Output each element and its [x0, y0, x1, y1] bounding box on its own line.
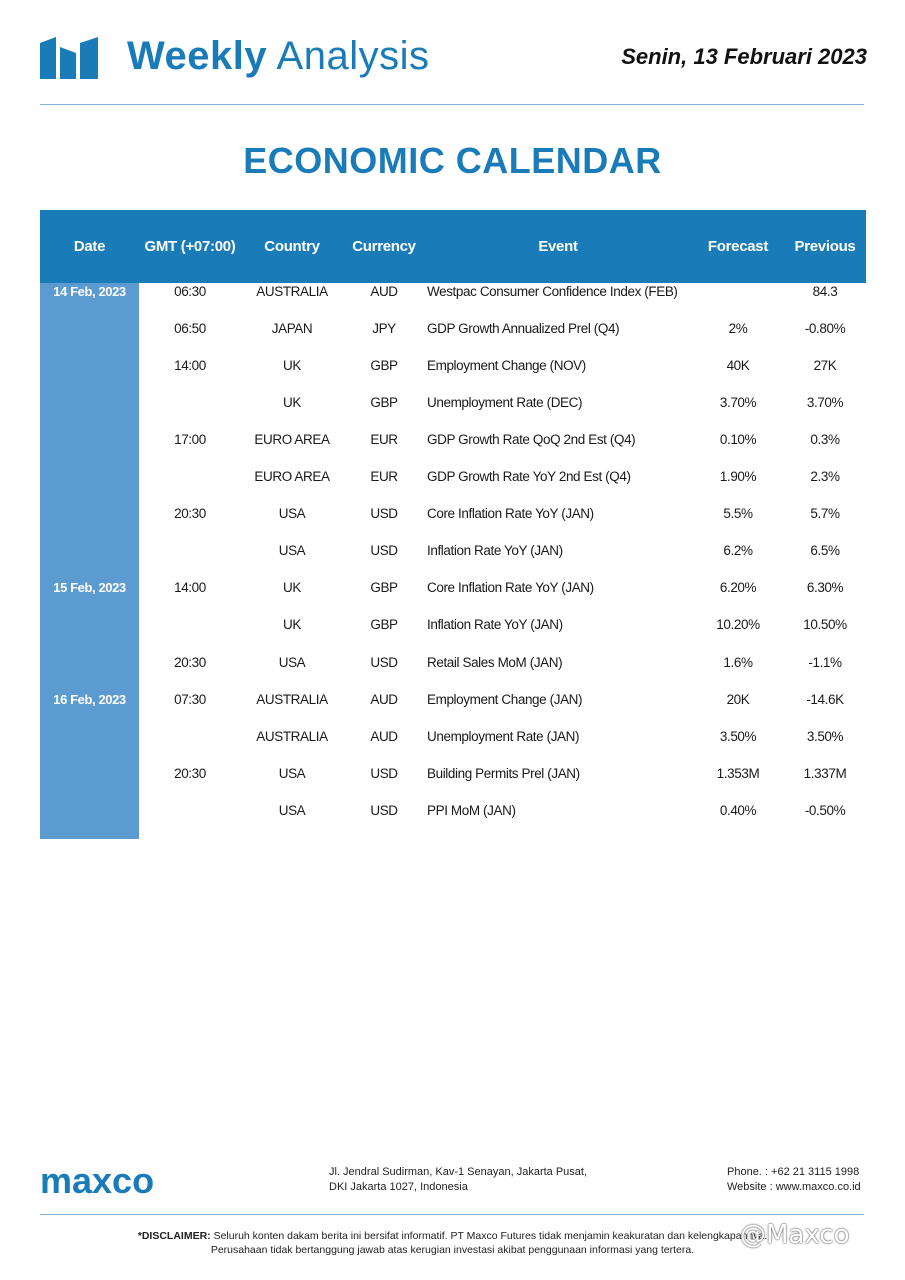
row-event: Building Permits Prel (JAN)	[427, 765, 580, 781]
table-row	[40, 469, 866, 506]
table-row	[40, 395, 866, 432]
footer-divider	[40, 1214, 864, 1215]
table-row	[40, 655, 866, 692]
row-time: 06:30	[174, 284, 206, 299]
row-event: Employment Change (NOV)	[427, 358, 586, 374]
row-event: Inflation Rate YoY (JAN)	[427, 543, 563, 559]
row-date: 16 Feb, 2023	[53, 691, 126, 707]
row-currency: GBP	[370, 358, 398, 374]
row-event: Unemployment Rate (DEC)	[427, 395, 583, 411]
brand-title-bold: Weekly	[127, 34, 268, 78]
row-currency: GBP	[370, 580, 398, 596]
row-currency: AUD	[370, 691, 398, 707]
table-row	[40, 692, 866, 729]
table-row	[40, 580, 866, 617]
row-forecast: 1.6%	[723, 654, 753, 670]
brand-title	[127, 34, 430, 79]
row-forecast: 10.20%	[716, 617, 760, 633]
row-forecast: 3.70%	[719, 395, 757, 411]
row-previous: 2.3%	[810, 469, 840, 485]
column-header-previous: Previous	[794, 238, 856, 255]
row-time: 14:00	[174, 358, 206, 374]
row-country: JAPAN	[271, 321, 313, 337]
column-header-gmt: GMT (+07:00)	[144, 238, 236, 255]
row-forecast: 6.20%	[719, 580, 757, 596]
row-country: USA	[278, 654, 306, 670]
header-date: Senin, 13 Februari 2023	[621, 44, 867, 69]
row-country: EURO AREA	[254, 432, 330, 448]
row-currency: AUD	[370, 728, 398, 744]
row-country: AUSTRALIA	[256, 691, 328, 707]
row-event: Retail Sales MoM (JAN)	[427, 654, 563, 670]
row-forecast: 5.5%	[723, 506, 753, 522]
row-event: Core Inflation Rate YoY (JAN)	[427, 580, 594, 596]
website: Website : www.maxco.co.id	[727, 1181, 861, 1193]
row-previous: -1.1%	[808, 654, 842, 670]
table-row	[40, 803, 866, 840]
row-currency: GBP	[370, 617, 398, 633]
address-line-1: Jl. Jendral Sudirman, Kav-1 Senayan, Jakarta Pusat,	[329, 1166, 588, 1178]
column-header-date: Date	[73, 238, 106, 255]
disclaimer-line-2: Perusahaan tidak bertanggung jawab atas kerugian investasi akibat penggunaan informasi yang tertera.	[210, 1244, 695, 1256]
row-date: 15 Feb, 2023	[53, 580, 126, 596]
row-country: UK	[283, 358, 301, 374]
row-country: USA	[278, 543, 306, 559]
table-row	[40, 543, 866, 580]
row-previous: 27K	[813, 358, 837, 374]
header-divider	[40, 104, 864, 105]
row-country: USA	[278, 506, 306, 522]
row-previous: 0.3%	[810, 432, 840, 448]
row-time: 07:30	[174, 691, 206, 707]
row-event: PPI MoM (JAN)	[427, 802, 516, 818]
row-forecast: 0.40%	[719, 802, 757, 818]
row-time: 20:30	[174, 765, 206, 781]
company-contact	[727, 1165, 861, 1195]
row-forecast: 20K	[726, 691, 750, 707]
row-forecast: 1.90%	[719, 469, 757, 485]
row-previous: 3.50%	[806, 728, 844, 744]
row-previous: -0.80%	[804, 321, 846, 337]
row-previous: 10.50%	[803, 617, 847, 633]
brand-title-light: Analysis	[276, 34, 430, 78]
row-previous: 84.3	[812, 284, 838, 299]
row-forecast: 3.50%	[719, 728, 757, 744]
table-row	[40, 506, 866, 543]
watermark: @Maxco	[740, 1220, 850, 1250]
row-time: 20:30	[174, 506, 206, 522]
row-currency: USD	[370, 765, 398, 781]
address-line-2: DKI Jakarta 1027, Indonesia	[329, 1181, 468, 1193]
weekly-analysis-logo-icon	[40, 37, 98, 79]
company-address	[329, 1165, 587, 1195]
row-currency: EUR	[370, 469, 398, 485]
row-event: GDP Growth Rate QoQ 2nd Est (Q4)	[427, 432, 636, 448]
column-header-country: Country	[264, 238, 320, 255]
row-forecast: 2%	[728, 321, 748, 337]
row-previous: 3.70%	[806, 395, 844, 411]
row-previous: -0.50%	[804, 802, 846, 818]
row-forecast: 1.353M	[716, 765, 760, 781]
row-country: AUSTRALIA	[256, 284, 328, 299]
row-time: 14:00	[174, 580, 206, 596]
page-title: ECONOMIC CALENDAR	[243, 140, 662, 181]
table-row	[40, 729, 866, 766]
table-row	[40, 284, 866, 321]
row-currency: USD	[370, 802, 398, 818]
disclaimer-line-1: Seluruh konten dakam berita ini bersifat informatif. PT Maxco Futures tidak menjamin keakuratan dan kelengkapannya.	[210, 1230, 768, 1242]
row-country: UK	[283, 580, 301, 596]
row-event: Westpac Consumer Confidence Index (FEB)	[427, 284, 678, 299]
row-currency: JPY	[372, 321, 396, 337]
row-currency: USD	[370, 654, 398, 670]
row-currency: GBP	[370, 395, 398, 411]
column-header-forecast: Forecast	[707, 238, 769, 255]
row-forecast: 0.10%	[719, 432, 757, 448]
maxco-logo: maxco	[40, 1160, 155, 1201]
row-country: USA	[278, 802, 306, 818]
row-forecast: 40K	[726, 358, 750, 374]
row-currency: USD	[370, 506, 398, 522]
row-date: 14 Feb, 2023	[53, 284, 126, 299]
row-country: EURO AREA	[254, 469, 330, 485]
table-row	[40, 358, 866, 395]
row-event: Core Inflation Rate YoY (JAN)	[427, 506, 594, 522]
column-header-event: Event	[538, 238, 578, 255]
column-header-currency: Currency	[352, 238, 416, 255]
row-previous: -14.6K	[806, 691, 844, 707]
row-event: Unemployment Rate (JAN)	[427, 728, 580, 744]
row-forecast: 6.2%	[723, 543, 753, 559]
row-currency: AUD	[370, 284, 398, 299]
row-country: AUSTRALIA	[256, 728, 328, 744]
table-row	[40, 321, 866, 358]
table-header	[40, 210, 866, 283]
row-previous: 6.30%	[806, 580, 844, 596]
row-country: UK	[283, 617, 301, 633]
row-event: GDP Growth Rate YoY 2nd Est (Q4)	[427, 469, 631, 485]
row-country: USA	[278, 765, 306, 781]
row-country: UK	[283, 395, 301, 411]
row-time: 20:30	[174, 654, 206, 670]
row-event: Employment Change (JAN)	[427, 691, 583, 707]
row-time: 17:00	[174, 432, 206, 448]
row-time: 06:50	[174, 321, 206, 337]
row-event: GDP Growth Annualized Prel (Q4)	[427, 321, 620, 337]
table-row	[40, 617, 866, 654]
row-previous: 6.5%	[810, 543, 840, 559]
row-event: Inflation Rate YoY (JAN)	[427, 617, 563, 633]
phone-number: Phone. : +62 21 3115 1998	[727, 1166, 860, 1178]
table-row	[40, 766, 866, 803]
row-previous: 1.337M	[803, 765, 847, 781]
disclaimer-label: *DISCLAIMER:	[137, 1230, 211, 1242]
table-row	[40, 432, 866, 469]
row-currency: EUR	[370, 432, 398, 448]
row-currency: USD	[370, 543, 398, 559]
row-previous: 5.7%	[810, 506, 840, 522]
